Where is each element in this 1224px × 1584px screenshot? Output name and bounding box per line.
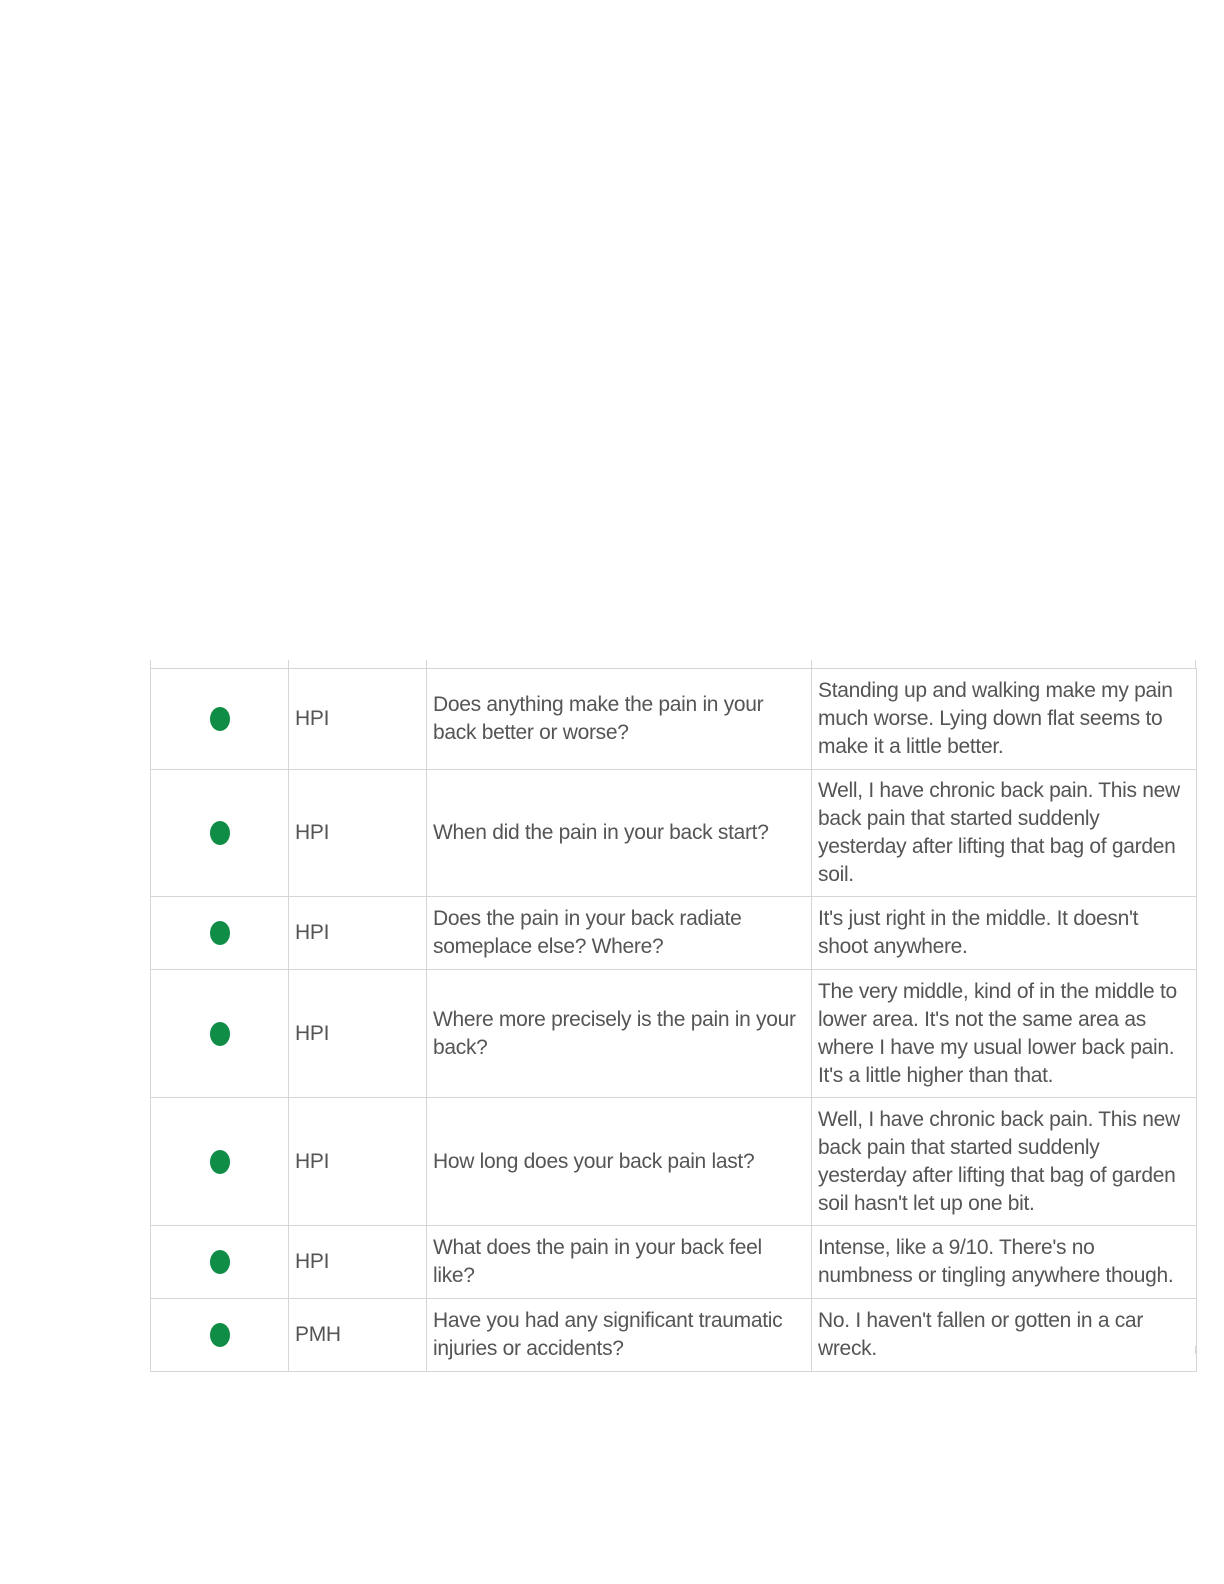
column-divider — [288, 1346, 289, 1354]
filled-green-circle-icon — [210, 921, 230, 945]
question-cell: Where more precisely is the pain in your back? — [427, 970, 812, 1098]
question-cell: Does anything make the pain in your back better or worse? — [427, 669, 812, 770]
column-divider — [811, 660, 812, 668]
table-row — [151, 669, 1197, 770]
answer-cell: Well, I have chronic back pain. This new back pain that started suddenly yesterday after lifting that bag of garden soil. — [812, 770, 1197, 897]
history-question-table — [150, 660, 1196, 1360]
category-cell: HPI — [289, 897, 427, 970]
status-cell — [151, 897, 289, 970]
filled-green-circle-icon — [210, 1150, 230, 1174]
table-row — [151, 770, 1197, 897]
answer-cell: Intense, like a 9/10. There's no numbness or tingling anywhere though. — [812, 1226, 1197, 1299]
status-cell — [151, 970, 289, 1098]
question-cell: When did the pain in your back start? — [427, 770, 812, 897]
column-divider — [1195, 1346, 1196, 1354]
question-cell: Does the pain in your back radiate someplace else? Where? — [427, 897, 812, 970]
status-cell — [151, 669, 289, 770]
table-row — [151, 1299, 1197, 1372]
status-cell — [151, 1299, 289, 1372]
table-row — [151, 1226, 1197, 1299]
category-cell: PMH — [289, 1299, 427, 1372]
filled-green-circle-icon — [210, 707, 230, 731]
filled-green-circle-icon — [210, 1250, 230, 1274]
column-divider — [811, 1346, 812, 1354]
question-cell: How long does your back pain last? — [427, 1098, 812, 1226]
status-cell — [151, 1098, 289, 1226]
question-cell: What does the pain in your back feel like? — [427, 1226, 812, 1299]
table-row — [151, 1098, 1197, 1226]
category-cell: HPI — [289, 970, 427, 1098]
category-cell: HPI — [289, 669, 427, 770]
answer-cell: No. I haven't fallen or gotten in a car wreck. — [812, 1299, 1197, 1372]
table-continuation — [150, 1346, 1196, 1354]
column-divider — [1195, 660, 1196, 668]
status-cell — [151, 1226, 289, 1299]
category-cell: HPI — [289, 770, 427, 897]
table-row — [151, 970, 1197, 1098]
column-divider — [150, 660, 151, 668]
category-cell: HPI — [289, 1098, 427, 1226]
table-row — [151, 897, 1197, 970]
status-cell — [151, 770, 289, 897]
qa-table — [150, 668, 1197, 1372]
answer-cell: It's just right in the middle. It doesn't shoot anywhere. — [812, 897, 1197, 970]
question-cell: Have you had any significant traumatic injuries or accidents? — [427, 1299, 812, 1372]
filled-green-circle-icon — [210, 1323, 230, 1347]
filled-green-circle-icon — [210, 821, 230, 845]
column-divider — [288, 660, 289, 668]
category-cell: HPI — [289, 1226, 427, 1299]
column-divider — [426, 1346, 427, 1354]
answer-cell: The very middle, kind of in the middle to lower area. It's not the same area as where I have my usual lower back pain. It's a little higher than that. — [812, 970, 1197, 1098]
answer-cell: Well, I have chronic back pain. This new back pain that started suddenly yesterday after lifting that bag of garden soil hasn't let up one bit. — [812, 1098, 1197, 1226]
answer-cell: Standing up and walking make my pain much worse. Lying down flat seems to make it a little better. — [812, 669, 1197, 770]
column-divider — [150, 1346, 151, 1354]
column-divider — [426, 660, 427, 668]
filled-green-circle-icon — [210, 1022, 230, 1046]
